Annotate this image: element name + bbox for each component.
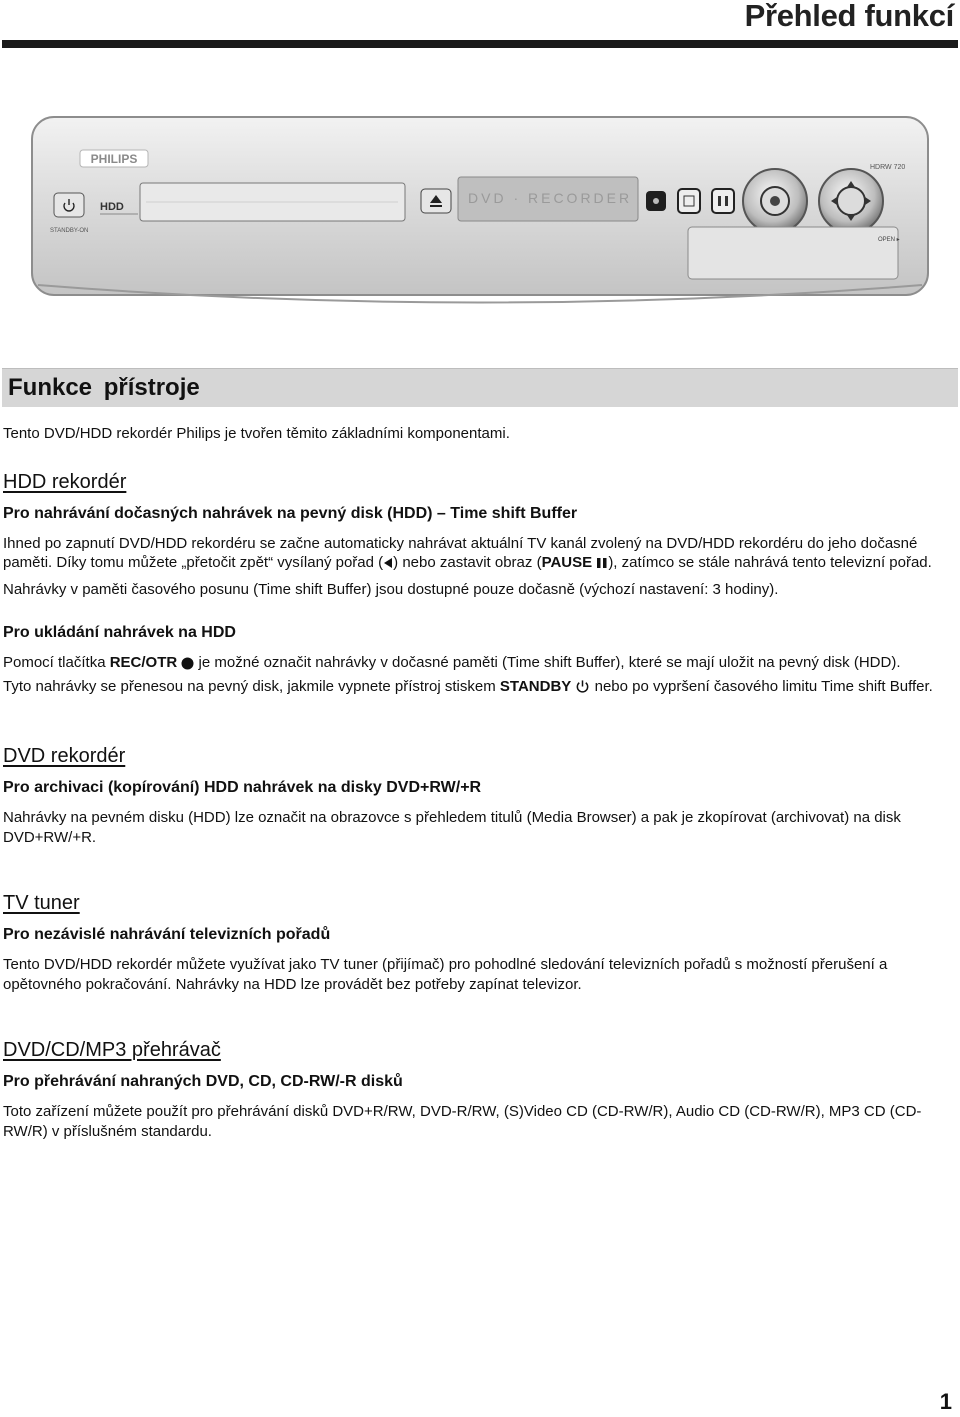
tv-tuner-subheading: Pro nezávislé nahrávání televizních pořadů — [3, 926, 331, 943]
svg-text:HDRW 720: HDRW 720 — [870, 164, 906, 171]
archive-subheading: Pro archivaci (kopírování) HDD nahrávek na disky DVD+RW/+R — [3, 779, 482, 796]
dvd-hdd-recorder-illustration — [28, 115, 932, 310]
page-number: 1 — [939, 1389, 952, 1414]
svg-text:OPEN ▸: OPEN ▸ — [878, 237, 900, 243]
time-shift-subheading: Pro nahrávání dočasných nahrávek na pevný disk (HDD) – Time shift Buffer — [3, 504, 578, 522]
record-icon — [653, 198, 659, 204]
player-heading: DVD/CD/MP3 přehrávač — [3, 1039, 221, 1061]
tv-tuner-heading: TV tuner — [3, 892, 80, 914]
record-icon — [181, 657, 194, 670]
hdd-recorder-heading: HDD rekordér — [3, 470, 127, 493]
document-body — [3, 424, 955, 1141]
front-flap — [688, 227, 898, 279]
svg-text:STANDBY-ON: STANDBY-ON — [50, 228, 89, 234]
svg-text:PHILIPS: PHILIPS — [90, 152, 138, 166]
player-paragraph: Toto zařízení můžete použít pro přehrávání disků DVD+R/RW, DVD-R/RW, (S)Video CD (CD-RW/R), Audio CD (CD-RW/R), MP3 CD (CD-RW/R) v příslušném standardu. — [3, 1103, 922, 1140]
title-rule — [2, 40, 958, 48]
tv-tuner-paragraph: Tento DVD/HDD rekordér můžete využívat jako TV tuner (přijímač) pro pohodlné sledování televizních pořadů s možností přerušení a opětovného pokračování. Nahrávky na HDD lze provádět bez potřeby zapínat televizor. — [3, 956, 888, 993]
standby-paragraph: Tyto nahrávky se přenesou na pevný disk, jakmile vypnete přístroj stiskem STANDBY nebo po vypršení časového limitu Time shift Buffer. — [3, 677, 933, 695]
archive-paragraph: Nahrávky na pevném disku (HDD) lze označit na obrazovce s přehledem titulů (Media Browser) a pak je zkopírovat (archivovat) na disk DVD+RW/+R. — [3, 809, 901, 846]
time-shift-availability-paragraph: Nahrávky v paměti časového posunu (Time shift Buffer) jsou dostupné pouze dočasně (výchozí nastavení: 3 hodiny). — [3, 580, 779, 598]
rec-otr-paragraph: Pomocí tlačítka REC/OTR je možné označit nahrávky v dočasné paměti (Time shift Buffer), které se mají uložit na pevný disk (HDD). — [3, 654, 901, 671]
section-header — [2, 368, 958, 407]
section-title: Funkce přístroje — [8, 374, 200, 401]
pause-button — [712, 189, 734, 213]
svg-text:HDD: HDD — [100, 201, 124, 213]
dvd-recorder-heading: DVD rekordér — [3, 745, 126, 767]
stop-button — [678, 189, 700, 213]
svg-text:DVD · RECORDER: DVD · RECORDER — [468, 190, 633, 206]
intro-paragraph: Tento DVD/HDD rekordér Philips je tvořen těmito základními komponentami. — [3, 425, 510, 442]
player-subheading: Pro přehrávání nahraných DVD, CD, CD-RW/-R disků — [3, 1073, 403, 1090]
standby-icon — [575, 679, 590, 694]
navigation-dial-icon — [837, 187, 865, 215]
rewind-icon — [383, 557, 393, 569]
hdd-storage-subheading: Pro ukládání nahrávek na HDD — [3, 624, 236, 641]
page-title: Přehled funkcí — [744, 0, 954, 33]
time-shift-paragraph: Ihned po zapnutí DVD/HDD rekordéru se začne automaticky nahrávat aktuální TV kanál zvolený na DVD/HDD rekordéru do jeho dočasné paměti. Díky tomu můžete „přetočit zpět“ vysílaný pořad ( ) nebo zastavit obraz (PAUSE ), zatímco se stále nahrává tento televizní pořad. — [3, 534, 932, 571]
pause-icon — [596, 557, 608, 569]
